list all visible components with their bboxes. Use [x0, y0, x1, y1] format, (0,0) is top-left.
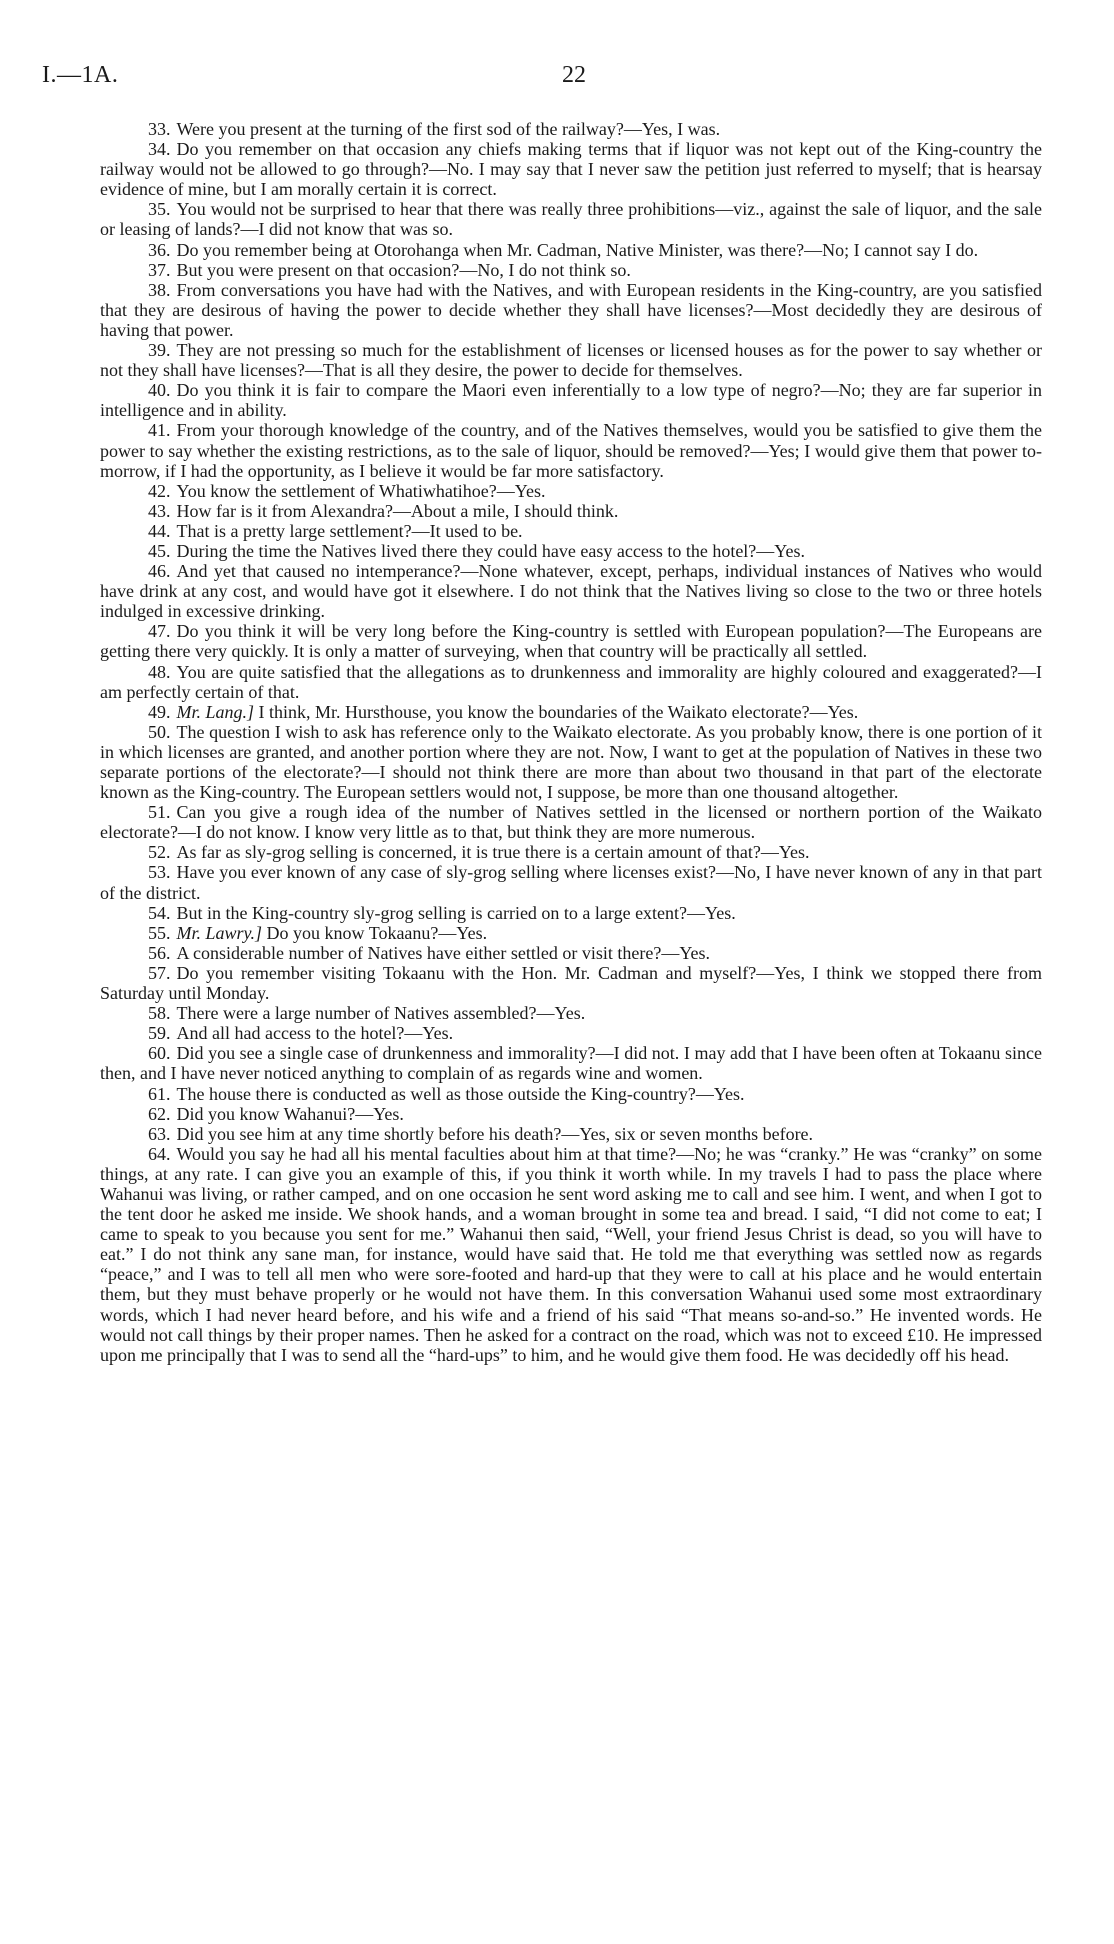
- question-number: 54.: [148, 902, 171, 923]
- testimony-paragraph: [100, 702, 1042, 722]
- testimony-paragraph: [100, 481, 1042, 501]
- question-number: 50.: [148, 721, 171, 742]
- testimony-paragraph: [100, 722, 1042, 802]
- page-header: [42, 62, 1072, 92]
- testimony-paragraph: [100, 1043, 1042, 1083]
- testimony-paragraph: [100, 280, 1042, 340]
- questioner-name: Mr. Lang.]: [176, 701, 255, 722]
- testimony-paragraph: [100, 420, 1042, 480]
- testimony-paragraph: [100, 561, 1042, 621]
- question-number: 35.: [148, 199, 171, 220]
- testimony-paragraph: [100, 340, 1042, 380]
- question-answer-text: You are quite satisfied that the allegations as to drunkenness and immorality are highly coloured and exaggerated?—I am perfectly certain of that.: [100, 661, 1042, 702]
- testimony-paragraph: [100, 1104, 1042, 1124]
- question-answer-text: That is a pretty large settlement?—It used to be.: [176, 520, 523, 541]
- question-answer-text: Do you remember being at Otorohanga when Mr. Cadman, Native Minister, was there?—No; I cannot say I do.: [176, 239, 979, 260]
- question-answer-text: Do you remember visiting Tokaanu with the Hon. Mr. Cadman and myself?—Yes, I think we stopped there from Saturday until Monday.: [100, 962, 1042, 1004]
- testimony-paragraph: [100, 1003, 1042, 1023]
- testimony-paragraph: [100, 541, 1042, 561]
- question-number: 49.: [148, 701, 171, 722]
- question-answer-text: Do you think it is fair to compare the Maori even inferentially to a low type of negro?—No; they are far superior in intelligence and in ability.: [100, 380, 1042, 421]
- question-number: 48.: [148, 661, 171, 682]
- question-number: 41.: [148, 420, 171, 441]
- question-number: 39.: [148, 340, 171, 361]
- question-answer-text: Did you know Wahanui?—Yes.: [176, 1103, 404, 1124]
- question-answer-text: A considerable number of Natives have either settled or visit there?—Yes.: [176, 942, 711, 963]
- page-number: 22: [562, 62, 586, 88]
- question-answer-text: I think, Mr. Hursthouse, you know the boundaries of the Waikato electorate?—Yes.: [258, 701, 859, 722]
- question-answer-text: But you were present on that occasion?—No, I do not think so.: [176, 259, 631, 280]
- question-number: 44.: [148, 520, 171, 541]
- testimony-paragraph: [100, 621, 1042, 661]
- question-number: 47.: [148, 621, 171, 642]
- testimony-paragraph: [100, 862, 1042, 902]
- question-answer-text: The question I wish to ask has reference only to the Waikato electorate. As you probably know, there is one portion of it in which licenses are granted, and another portion where they are not. Now, I want to get at the population of Natives in these two separate portions of the electorate?—I should not think there are more than about two thousand in that part of the electorate known as the King-country. The European settlers would not, I suppose, be more than one thousand altogether.: [100, 721, 1042, 803]
- testimony-paragraph: [100, 240, 1042, 260]
- document-reference: I.—1A.: [42, 62, 119, 88]
- testimony-paragraph: [100, 1023, 1042, 1043]
- question-answer-text: Do you know Tokaanu?—Yes.: [266, 922, 488, 943]
- question-answer-text: You know the settlement of Whatiwhatihoe?—Yes.: [176, 480, 546, 501]
- question-number: 45.: [148, 540, 171, 561]
- question-number: 64.: [148, 1143, 171, 1164]
- testimony-paragraph: [100, 903, 1042, 923]
- question-answer-text: Have you ever known of any case of sly-grog selling where licenses exist?—No, I have never known of any in that part of the district.: [100, 862, 1042, 903]
- question-number: 51.: [148, 802, 171, 823]
- testimony-paragraph: [100, 1124, 1042, 1144]
- question-number: 62.: [148, 1103, 171, 1124]
- question-answer-text: From your thorough knowledge of the country, and of the Natives themselves, would you be satisfied to give them the power to say whether the existing restrictions, as to the sale of liquor, should be removed?—Yes; I would give them that power to-morrow, if I had the opportunity, as I believe it would be far more satisfactory.: [100, 420, 1042, 481]
- testimony-paragraph: [100, 1084, 1042, 1104]
- question-number: 60.: [148, 1043, 171, 1064]
- question-answer-text: As far as sly-grog selling is concerned, it is true there is a certain amount of that?—Yes.: [176, 842, 810, 863]
- testimony-paragraph: [100, 199, 1042, 239]
- question-answer-text: But in the King-country sly-grog selling is carried on to a large extent?—Yes.: [176, 902, 736, 923]
- question-answer-text: Would you say he had all his mental faculties about him at that time?—No; he was “cranky.” He was “cranky” on some things, at any rate. I can give you an example of this, if you think it worth while. In my travels I had to pass the place where Wahanui was living, or rather camped, and on one occasion he sent word asking me to call and see him. I went, and when I got to the tent door he asked me inside. We shook hands, and a woman brought in some tea and bread. I said, “I did not come to eat; I came to speak to you because you sent for me.” Wahanui then said, “Well, your friend Jesus Christ is dead, so you will have to eat.” I do not think any sane man, for instance, would have said that. He told me that everything was settled now as regards “peace,” and I was to tell all men who were sore-footed and hard-up that they were to call at his place and he would entertain them, but they must behave properly or he would not have them. In this conversation Wahanui used some most extraordinary words, which I had never heard before, and his wife and a friend of his said “That means so-and-so.” He invented words. He would not call things by their proper names. Then he asked for a contract on the road, which was not to exceed £10. He impressed upon me principally that I was to send all the “hard-ups” to him, and he would give them food. He was decidedly off his head.: [100, 1143, 1042, 1365]
- question-number: 53.: [148, 862, 171, 883]
- question-number: 58.: [148, 1003, 171, 1024]
- question-number: 59.: [148, 1023, 171, 1044]
- question-number: 52.: [148, 842, 171, 863]
- question-answer-text: Did you see him at any time shortly before his death?—Yes, six or seven months before.: [176, 1123, 814, 1144]
- question-answer-text: The house there is conducted as well as those outside the King-country?—Yes.: [176, 1083, 745, 1104]
- question-answer-text: And yet that caused no intemperance?—None whatever, except, perhaps, individual instances of Natives who would have drink at any cost, and would have got it elsewhere. I do not think that the Natives living so close to the two or three hotels indulged in excessive drinking.: [100, 561, 1042, 622]
- question-number: 42.: [148, 480, 171, 501]
- question-answer-text: Do you think it will be very long before the King-country is settled with European population?—The Europeans are getting there very quickly. It is only a matter of surveying, when that country will be practically all settled.: [100, 621, 1042, 662]
- question-number: 38.: [148, 279, 171, 300]
- question-answer-text: During the time the Natives lived there they could have easy access to the hotel?—Yes.: [176, 540, 805, 561]
- question-number: 61.: [148, 1083, 171, 1104]
- question-number: 34.: [148, 139, 171, 160]
- question-answer-text: How far is it from Alexandra?—About a mile, I should think.: [176, 500, 619, 521]
- question-answer-text: Were you present at the turning of the first sod of the railway?—Yes, I was.: [176, 119, 721, 139]
- testimony-paragraph: [100, 963, 1042, 1003]
- testimony-paragraph: [100, 521, 1042, 541]
- question-answer-text: They are not pressing so much for the establishment of licenses or licensed houses as for the power to say whether or not they shall have licenses?—That is all they desire, the power to decide for themselves.: [100, 340, 1042, 381]
- questioner-name: Mr. Lawry.]: [176, 922, 263, 943]
- question-number: 37.: [148, 259, 171, 280]
- question-answer-text: You would not be surprised to hear that there was really three prohibitions—viz., against the sale of liquor, and the sale or leasing of lands?—I did not know that was so.: [100, 199, 1042, 240]
- question-number: 46.: [148, 561, 171, 582]
- testimony-paragraph: [100, 802, 1042, 842]
- testimony-paragraph: [100, 1144, 1042, 1365]
- testimony-paragraph: [100, 119, 1042, 139]
- testimony-paragraph: [100, 139, 1042, 199]
- testimony-paragraph: [100, 842, 1042, 862]
- testimony-paragraph: [100, 380, 1042, 420]
- question-answer-text: Can you give a rough idea of the number of Natives settled in the licensed or northern portion of the Waikato electorate?—I do not know. I know very little as to that, but think they are more numerous.: [100, 802, 1042, 843]
- testimony-paragraph: [100, 943, 1042, 963]
- question-number: 55.: [148, 922, 171, 943]
- question-number: 56.: [148, 942, 171, 963]
- testimony-paragraph: [100, 501, 1042, 521]
- testimony-body: [100, 119, 1042, 1365]
- question-answer-text: And all had access to the hotel?—Yes.: [176, 1023, 454, 1044]
- question-answer-text: There were a large number of Natives assembled?—Yes.: [176, 1003, 586, 1024]
- question-answer-text: Did you see a single case of drunkenness and immorality?—I did not. I may add that I have been often at Tokaanu since then, and I have never noticed anything to complain of as regards wine and women.: [100, 1043, 1042, 1084]
- question-answer-text: From conversations you have had with the Natives, and with European residents in the King-country, are you satisfied that they are desirous of having the power to decide whether they shall have licenses?—Most decidedly they are desirous of having that power.: [100, 279, 1042, 340]
- testimony-paragraph: [100, 260, 1042, 280]
- question-number: 57.: [148, 962, 171, 983]
- question-number: 33.: [148, 119, 171, 139]
- testimony-paragraph: [100, 923, 1042, 943]
- question-answer-text: Do you remember on that occasion any chiefs making terms that if liquor was not kept out of the King-country the railway would not be allowed to go through?—No. I may say that I never saw the petition just referred to myself; that is hearsay evidence of mine, but I am morally certain it is correct.: [100, 139, 1042, 200]
- question-number: 36.: [148, 239, 171, 260]
- question-number: 63.: [148, 1123, 171, 1144]
- testimony-paragraph: [100, 662, 1042, 702]
- question-number: 40.: [148, 380, 171, 401]
- question-number: 43.: [148, 500, 171, 521]
